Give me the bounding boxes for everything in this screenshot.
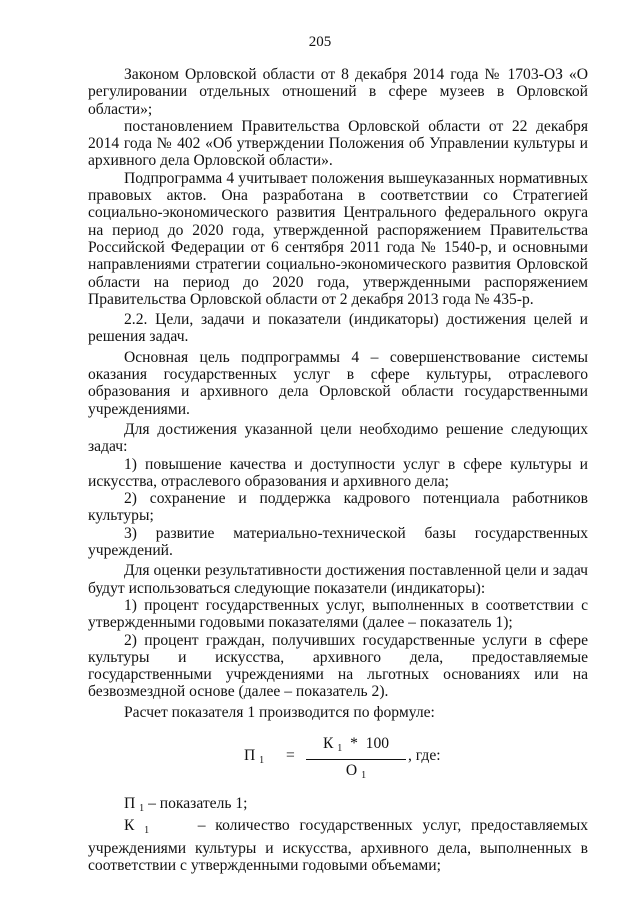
task-item-2: 2) сохранение и поддержка кадрового потенциала работников культуры;	[88, 490, 588, 525]
paragraph-law-reference: Законом Орловской области от 8 декабря 2014 года № 1703-ОЗ «О регулировании отдельных отношений в сфере музеев в Орловской области»;	[88, 66, 588, 118]
definition-k1: К $_1$ – количество государственных услуг, предоставляемых учреждениями культуры и искусства, архивного дела, выполненных в соответствии с утвержденными годовыми объемами;	[88, 817, 588, 874]
page-number: 205	[308, 34, 332, 50]
paragraph-formula-intro: Расчет показателя 1 производится по формуле:	[124, 703, 435, 721]
formula-equals: =	[286, 746, 295, 764]
definition-p1: П $_1$ – показатель 1;	[124, 794, 248, 814]
paragraph-tasks-intro: Для достижения указанной цели необходимо решение следующих задач:	[88, 420, 588, 456]
formula-denominator: О $_1$	[345, 762, 367, 782]
paragraph-subprogram-basis: Подпрограмма 4 учитывает положения вышеуказанных нормативных правовых актов. Она разработана в соответствии со Стратегией социально-экономического развития Центрального федерального округа на период до 2020 года, утвержденной распоряжением Правительства Российской Федерации от 6 сентября 2011 года № 1540-р, и основными направлениями стратегии социально-экономического развития Орловской области на период до 2020 года, утвержденными распоряжением Правительства Орловской области от 2 декабря 2013 года № 435-р.	[88, 169, 588, 308]
indicator-item-2: 2) процент граждан, получивших государственные услуги в сфере культуры и искусства, архивного дела, предоставляемые государственными учреждениями на льготных основаниях или на безвозмездной основе (далее – показатель 2).	[88, 631, 588, 701]
document-body	[88, 66, 588, 874]
paragraph-resolution-reference: постановлением Правительства Орловской области от 22 декабря 2014 года № 402 «Об утверждении Положения об Управлении культуры и архивного дела Орловской области».	[88, 117, 588, 170]
formula-numerator: К $_1$ * 100	[322, 734, 390, 754]
formula-lhs: П $_1$	[244, 746, 265, 766]
formula-indicator-1	[88, 735, 588, 781]
paragraph-main-goal: Основная цель подпрограммы 4 – совершенствование системы оказания государственных услуг в сфере культуры, отраслевого образования и архивного дела Орловской области государственными учреждениями.	[88, 348, 588, 418]
formula-fraction	[306, 735, 406, 785]
paragraph-indicators-intro: Для оценки результативности достижения поставленной цели и задач будут использоваться следующие показатели (индикаторы):	[88, 562, 588, 597]
indicator-item-1: 1) процент государственных услуг, выполненных в соответствии с утвержденными годовыми показателями (далее – показатель 1);	[88, 596, 588, 632]
section-heading-goals: 2.2. Цели, задачи и показатели (индикаторы) достижения целей и решения задач.	[88, 311, 588, 346]
task-item-1: 1) повышение качества и доступности услуг в сфере культуры и искусства, отраслевого образования и архивного дела;	[88, 455, 588, 490]
formula-tail: , где:	[408, 746, 441, 764]
task-item-3: 3) развитие материально-технической базы государственных учреждений.	[88, 524, 588, 560]
formula-fraction-bar	[306, 759, 406, 760]
